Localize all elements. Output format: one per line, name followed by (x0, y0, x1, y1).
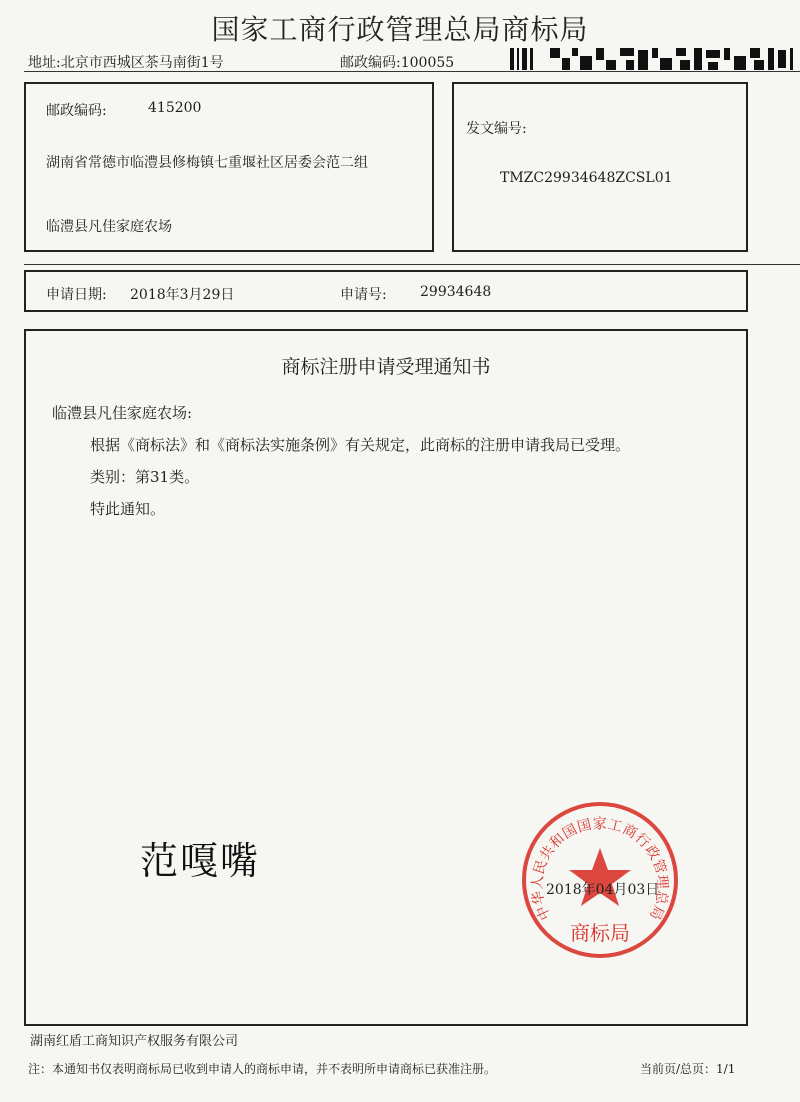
page-indicator: 当前页/总页：1/1 (640, 1062, 736, 1076)
recipient-name: 临澧县凡佳家庭农场 (46, 219, 172, 235)
issue-date: 2018年04月03日 (546, 882, 660, 898)
notice-category: 类别：第31类。 (90, 468, 200, 486)
barcode-icon (510, 46, 800, 72)
bureau-address: 地址:北京市西城区茶马南街1号 (28, 55, 224, 71)
document-ref-box (452, 82, 748, 252)
document-title: 国家工商行政管理总局商标局 (211, 13, 589, 46)
section-rule (24, 264, 800, 265)
recipient-postcode-label: 邮政编码: (46, 103, 107, 119)
recipient-postcode-value: 415200 (148, 100, 202, 116)
bureau-postcode: 邮政编码:100055 (340, 55, 455, 71)
document-ref-value: TMZC29934648ZCSL01 (500, 170, 673, 186)
seal-center-text: 商标局 (570, 921, 630, 945)
seal-ring-text: 中华人民共和国国家工商行政管理总局 (529, 816, 671, 923)
footer-note: 注：本通知书仅表明商标局已收到申请人的商标申请，并不表明所申请商标已获准注册。 (28, 1062, 497, 1076)
agent-name: 湖南红盾工商知识产权服务有限公司 (30, 1034, 239, 1049)
notice-body: 根据《商标法》和《商标法实施条例》有关规定，此商标的注册申请我局已受理。 (90, 436, 631, 454)
application-number-value: 29934648 (420, 284, 492, 300)
application-date-value: 2018年3月29日 (130, 287, 235, 303)
notice-closing: 特此通知。 (90, 500, 166, 518)
notice-title: 商标注册申请受理通知书 (281, 356, 491, 378)
document-ref-label: 发文编号: (466, 121, 527, 137)
application-number-label: 申请号: (340, 287, 387, 303)
application-date-label: 申请日期: (46, 287, 107, 303)
signature: 范嘎嘴 (140, 839, 261, 883)
header-rule (24, 71, 800, 72)
notice-salutation: 临澧县凡佳家庭农场: (52, 404, 193, 422)
recipient-address: 湖南省常德市临澧县修梅镇七重堰社区居委会范二组 (46, 155, 368, 171)
